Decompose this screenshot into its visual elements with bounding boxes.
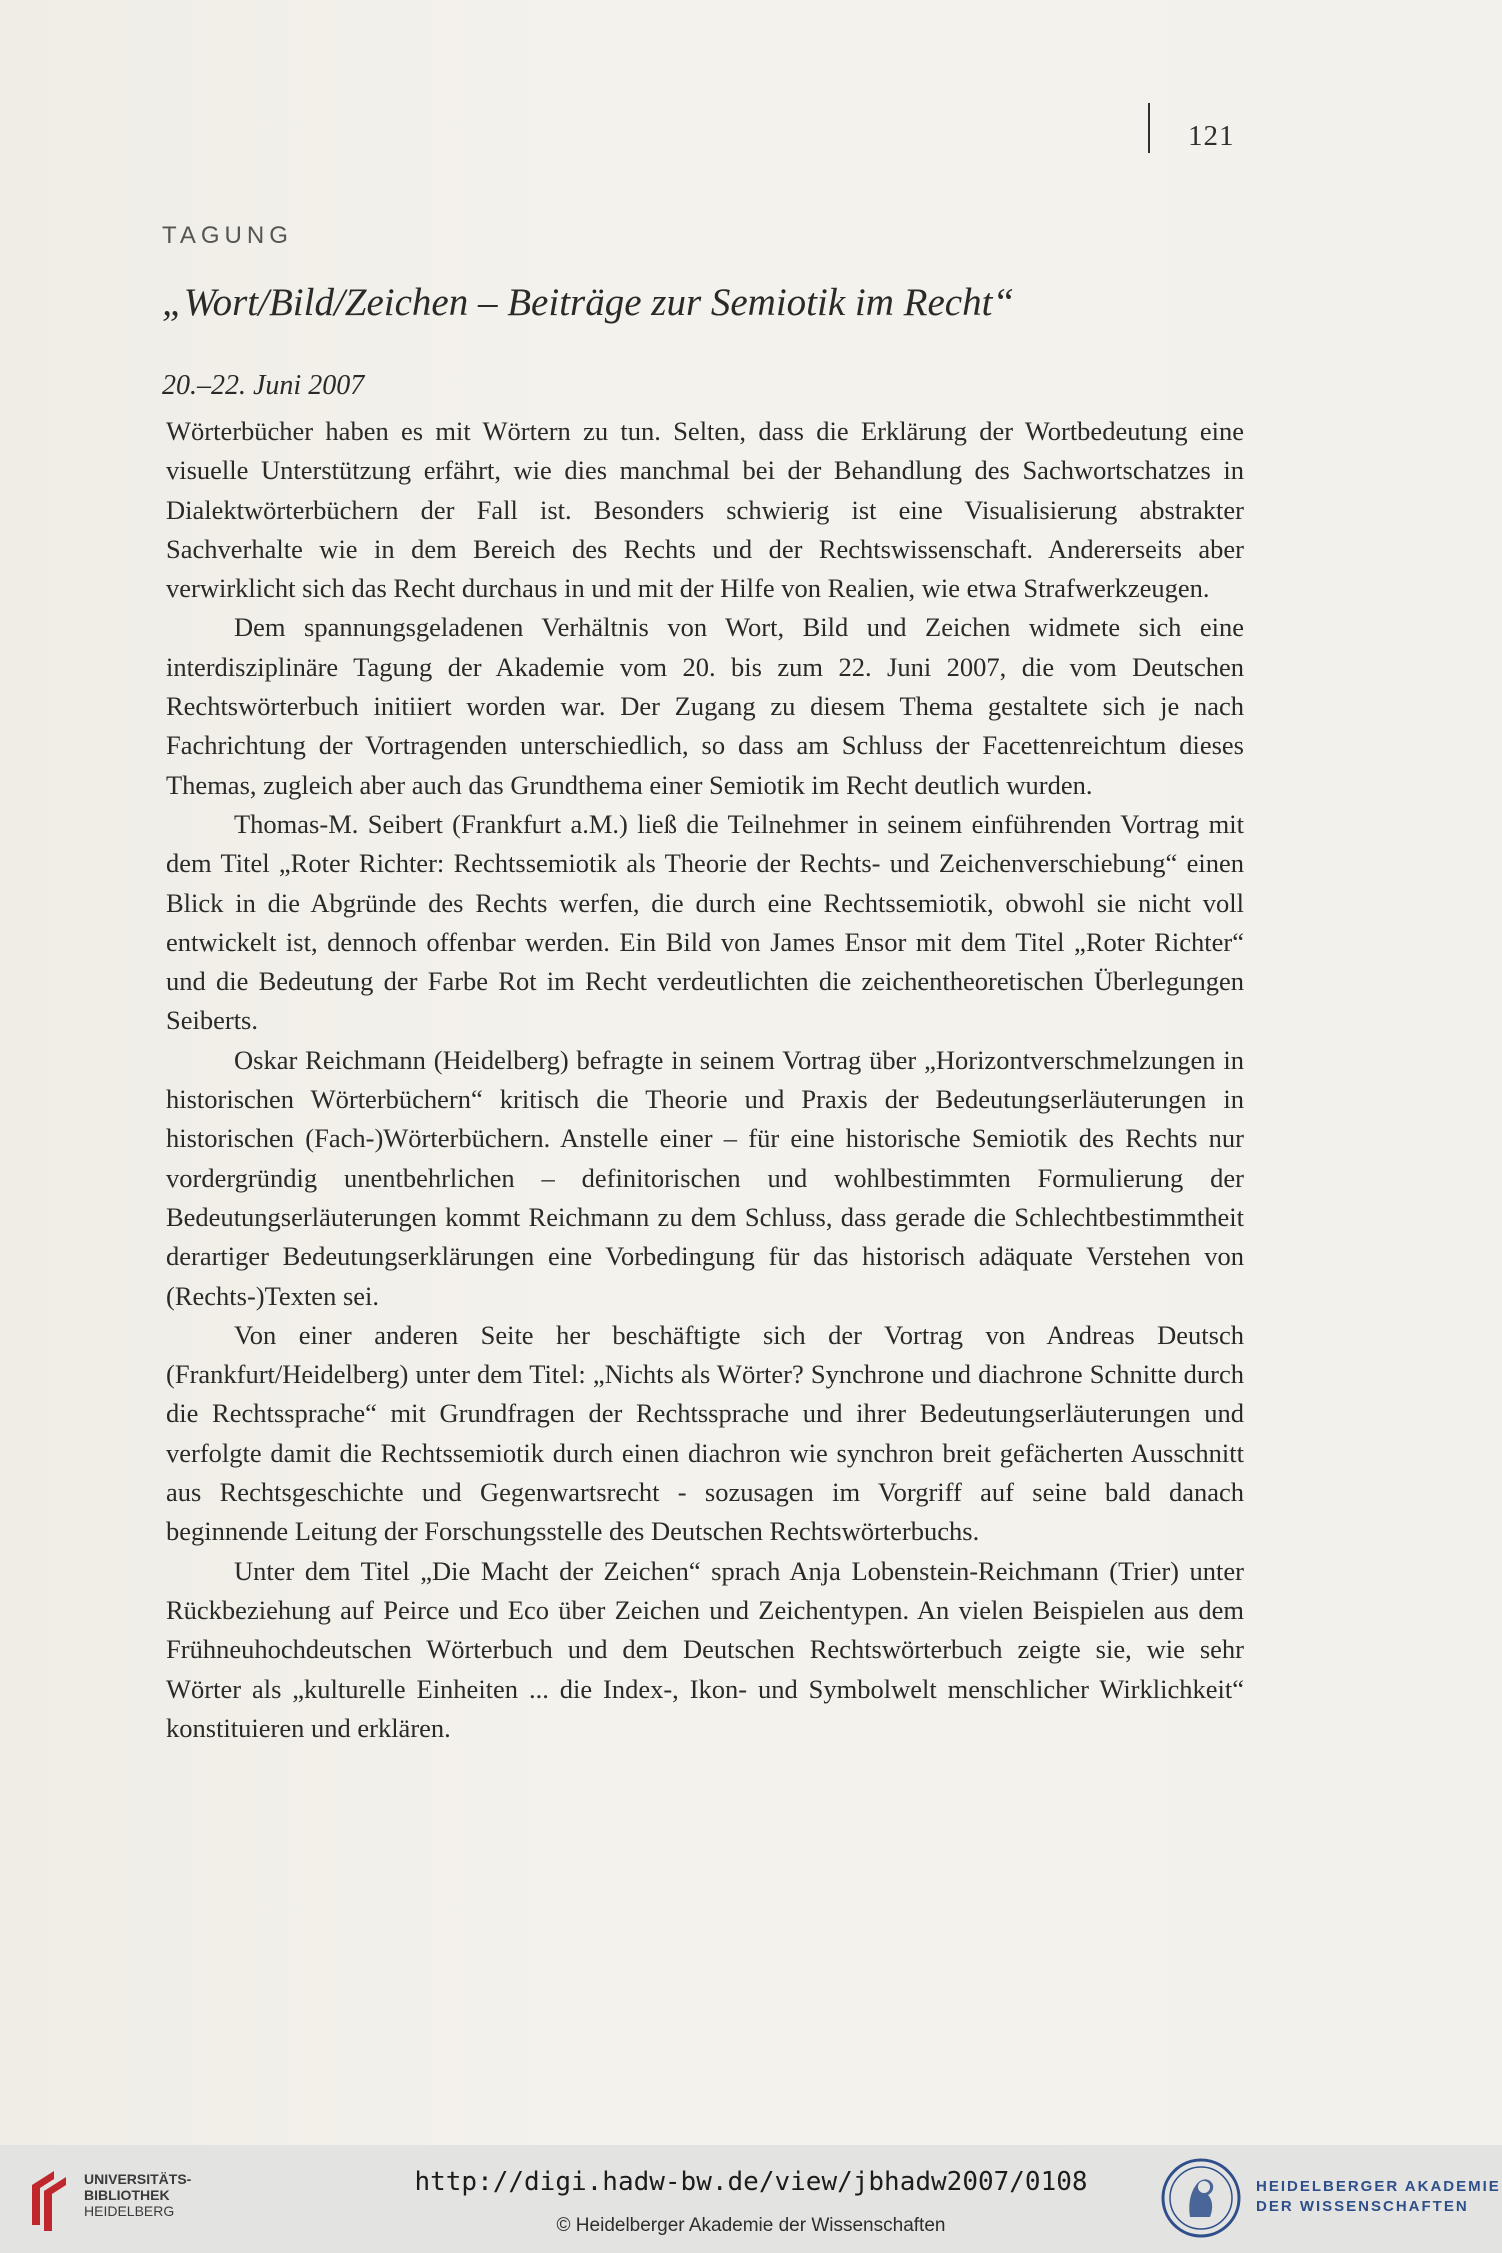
academy-name-line: DER WISSENSCHAFTEN [1256, 2198, 1469, 2215]
paragraph: Wörterbücher haben es mit Wörtern zu tun. Selten, dass die Erklärung der Wortbedeutung eine visuelle Unterstützung erfährt, wie dies manchmal bei der Behandlung des Sachwortschatzes in Dialektwörterbüchern der Fall ist. Besonders schwierig ist eine Visualisierung abstrakter Sachverhalte wie in dem Bereich des Rechts und der Rechtswissenschaft. Andererseits aber verwirklicht sich das Recht durchaus in und mit der Hilfe von Realien, wie etwa Strafwerkzeugen. [166, 416, 1244, 604]
event-date: 20.–22. Juni 2007 [162, 370, 365, 401]
library-name-line: UNIVERSITÄTS- [84, 2171, 192, 2187]
paragraph: Oskar Reichmann (Heidelberg) befragte in seinem Vortrag über „Horizontverschmelzungen in historischen Wörterbüchern“ kritisch die Theorie und Praxis der Bedeutungserläuterungen in historischen (Fach-)Wörterbüchern. Anstelle einer – für eine historische Semiotik des Rechts nur vordergründig unentbehrlichen – definitorischen und wohlbestimmten Formulierung der Bedeutungserläuterungen kommt Reichmann zu dem Schluss, dass gerade die Schlechtbestimmtheit derartiger Bedeutungserklärungen eine Vorbedingung für das historisch adäquate Verstehen von (Rechts-)Texten sei. [166, 1044, 1244, 1311]
footer-bar [0, 2145, 1502, 2253]
paragraph: Unter dem Titel „Die Macht der Zeichen“ sprach Anja Lobenstein-Reichmann (Trier) unter Rückbeziehung auf Peirce und Eco über Zeichen und Zeichentypen. An vielen Beispielen aus dem Frühneuhochdeutschen Wörterbuch und dem Deutschen Rechtswörterbuch zeigte sie, wie sehr Wörter als „kulturelle Einheiten ... die Index-, Ikon- und Symbolwelt menschlicher Wirklichkeit“ konstituieren und erklären. [166, 1555, 1244, 1743]
copyright-notice: © Heidelberger Akademie der Wissenschaften [556, 2215, 946, 2236]
article-title: „Wort/Bild/Zeichen – Beiträge zur Semiotik im Recht“ [162, 281, 1015, 324]
header-rule [1148, 103, 1150, 153]
page-number: 121 [1188, 120, 1235, 152]
paragraph: Thomas-M. Seibert (Frankfurt a.M.) ließ die Teilnehmer in seinem einführenden Vortrag mit dem Titel „Roter Richter: Rechtssemiotik als Theorie der Rechts- und Zeichenverschiebung“ einen Blick in die Abgründe des Rechts werfen, die durch eine Rechtssemiotik, obwohl sie nicht voll entwickelt ist, dennoch offenbar werden. Ein Bild von James Ensor mit dem Titel „Roter Richter“ und die Bedeutung der Farbe Rot im Recht verdeutlichten die zeichentheoretischen Überlegungen Seiberts. [166, 808, 1244, 1036]
section-label: TAGUNG [162, 222, 293, 249]
paragraph: Von einer anderen Seite her beschäftigte sich der Vortrag von Andreas Deutsch (Frankfurt/Heidelberg) unter dem Titel: „Nichts als Wörter? Synchrone und diachrone Schnitte durch die Rechtssprache“ mit Grundfragen der Rechtssprache und ihrer Bedeutungserläuterungen und verfolgte damit die Rechtssemiotik durch einen diachron wie synchron breit gefächerten Ausschnitt aus Rechtsgeschichte und Gegenwartsrecht - sozusagen im Vorgriff auf seine bald danach beginnende Leitung der Forschungsstelle des Deutschen Rechtswörterbuchs. [166, 1319, 1244, 1547]
academy-name-line: HEIDELBERGER AKADEMIE [1256, 2178, 1501, 2195]
library-name-line: HEIDELBERG [84, 2203, 175, 2219]
article-body [166, 412, 1244, 1748]
academy-seal-icon [1160, 2157, 1242, 2239]
academy-name [1256, 2177, 1501, 2217]
library-name-line: BIBLIOTHEK [84, 2187, 170, 2203]
paragraph: Dem spannungsgeladenen Verhältnis von Wort, Bild und Zeichen widmete sich eine interdisziplinäre Tagung der Akademie vom 20. bis zum 22. Juni 2007, die vom Deutschen Rechtswörterbuch initiiert worden war. Der Zugang zu diesem Thema gestaltete sich je nach Fachrichtung der Vortragenden unterschiedlich, so dass am Schluss der Facettenreichtum dieses Themas, zugleich aber auch das Grundthema einer Semiotik im Recht deutlich wurden. [166, 612, 1244, 800]
source-url-link[interactable]: http://digi.hadw-bw.de/view/jbhadw2007/0108 [414, 2167, 1088, 2197]
